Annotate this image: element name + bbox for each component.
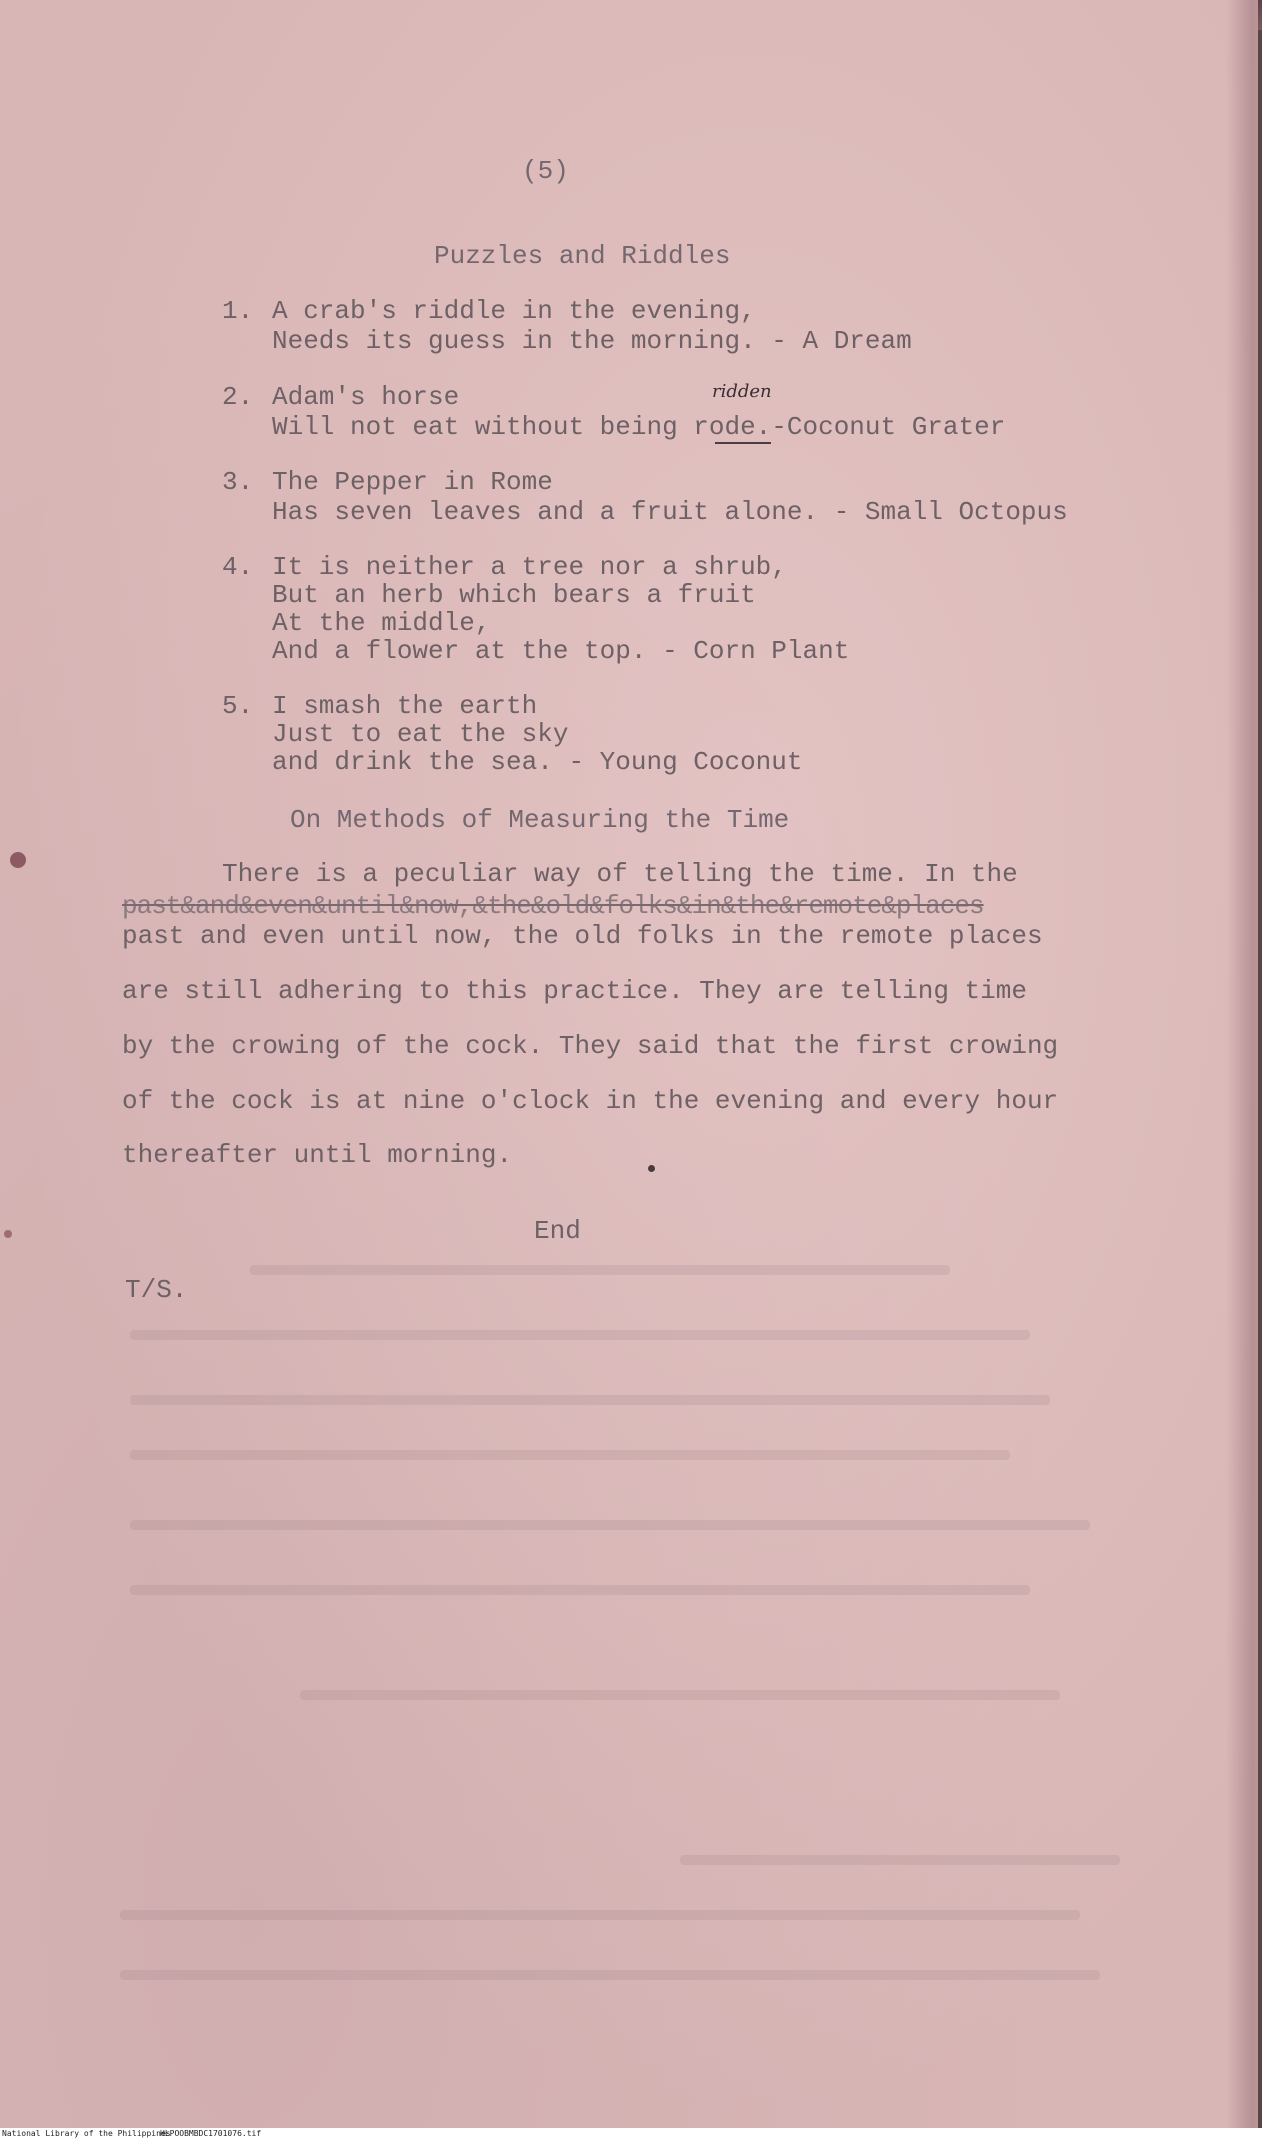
paragraph-line: are still adhering to this practice. They are telling time xyxy=(122,976,1027,1006)
riddle-line: Will not eat without being rode.-Coconut Grater xyxy=(272,412,1006,442)
bleed-through-line xyxy=(300,1690,1060,1700)
paragraph-line: by the crowing of the cock. They said that the first crowing xyxy=(122,1031,1059,1061)
riddle-line: But an herb which bears a fruit xyxy=(272,580,756,610)
paragraph-line: There is a peculiar way of telling the time. In the xyxy=(222,859,1018,889)
bleed-through-line xyxy=(130,1395,1050,1405)
page-number: (5) xyxy=(522,156,569,186)
initials: T/S. xyxy=(125,1275,188,1305)
paragraph-line: thereafter until morning. xyxy=(122,1140,513,1170)
riddle-line: Adam's horse xyxy=(272,382,460,412)
paper-edge-shadow xyxy=(1226,0,1254,2128)
riddles-heading: Puzzles and Riddles xyxy=(434,241,731,271)
footer-file-id: HLPOOBMBDC1701076.tif xyxy=(160,2129,262,2138)
riddle-line: Needs its guess in the morning. - A Dream xyxy=(272,326,912,356)
riddle-line: Just to eat the sky xyxy=(272,719,569,749)
riddle-line: And a flower at the top. - Corn Plant xyxy=(272,636,850,666)
riddle-number: 4. xyxy=(222,552,254,582)
footer-source: National Library of the Philippines xyxy=(2,2129,171,2138)
riddle-line: and drink the sea. - Young Coconut xyxy=(272,747,803,777)
riddle-line: Has seven leaves and a fruit alone. - Small Octopus xyxy=(272,497,1068,527)
ink-dot xyxy=(648,1165,655,1172)
punch-hole xyxy=(10,852,26,868)
bleed-through-line xyxy=(130,1330,1030,1340)
riddle-line: It is neither a tree nor a shrub, xyxy=(272,552,787,582)
stain-mark xyxy=(4,1230,12,1238)
bleed-through-line xyxy=(250,1265,950,1275)
riddle-number: 1. xyxy=(222,296,254,326)
bleed-through-line xyxy=(120,1970,1100,1980)
time-heading: On Methods of Measuring the Time xyxy=(290,805,790,835)
riddle-line: A crab's riddle in the evening, xyxy=(272,296,756,326)
handwritten-correction: ridden xyxy=(712,381,772,402)
riddle-line: The Pepper in Rome xyxy=(272,467,553,497)
riddle-number: 2. xyxy=(222,382,254,412)
bleed-through-line xyxy=(120,1910,1080,1920)
bleed-through-line xyxy=(130,1585,1030,1595)
bleed-through-line xyxy=(130,1450,1010,1460)
end-mark: End xyxy=(534,1216,581,1246)
riddle-number: 3. xyxy=(222,467,254,497)
paragraph-line: past and even until now, the old folks in the remote places xyxy=(122,921,1043,951)
riddle-line: I smash the earth xyxy=(272,691,538,721)
struck-through-line: past&and&even&until&now,&the&old&folks&in&the&remote&places xyxy=(122,891,984,921)
riddle-number: 5. xyxy=(222,691,254,721)
bleed-through-line xyxy=(680,1855,1120,1865)
scan-footer xyxy=(0,2128,1262,2142)
handwritten-underline xyxy=(715,442,771,444)
riddle-line: At the middle, xyxy=(272,608,491,638)
bleed-through-line xyxy=(130,1520,1090,1530)
paragraph-line: of the cock is at nine o'clock in the evening and every hour xyxy=(122,1086,1059,1116)
